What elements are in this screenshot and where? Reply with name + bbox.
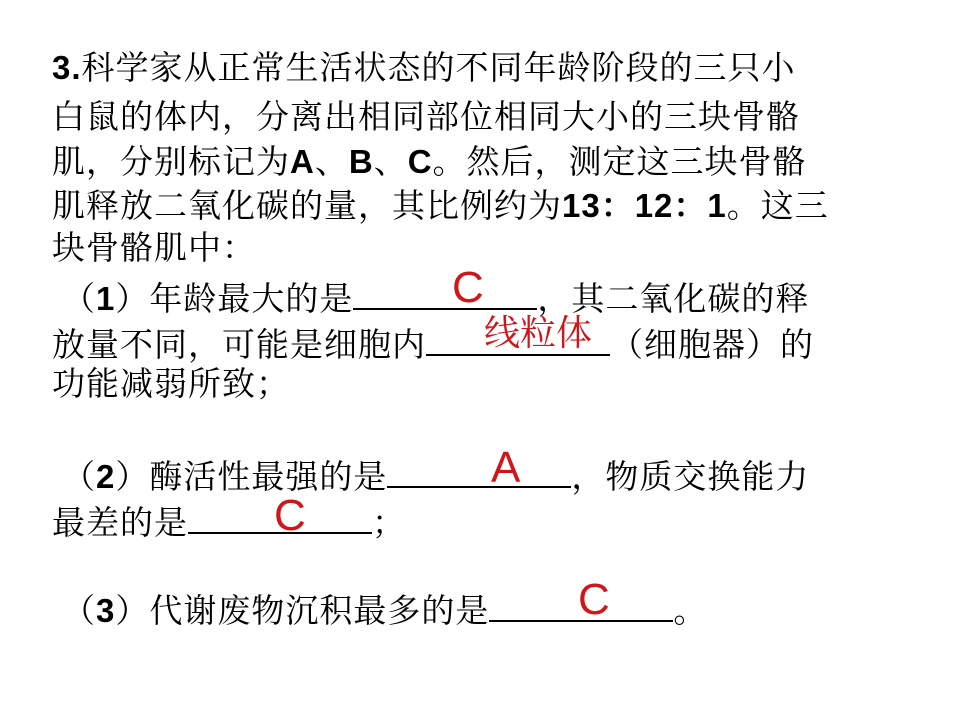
ratio-value: 13：12：1 <box>562 187 727 224</box>
label-b: B <box>348 143 374 180</box>
part-1-line-3 <box>52 364 290 404</box>
answer-part1-organelle: 线粒体 <box>484 313 593 354</box>
stem-text: 。然后，测定这三块骨骼 <box>432 142 807 181</box>
part-text: 最差的是 <box>52 503 188 542</box>
stem-text: 。这三 <box>726 186 829 225</box>
paren-open: （ <box>62 591 96 630</box>
label-a: A <box>290 143 315 180</box>
stem-text: 肌释放二氧化碳的量，其比例约为 <box>52 186 562 225</box>
part-number: 1 <box>96 280 116 317</box>
paren-close: ） <box>115 457 150 496</box>
stem-text: 科学家从正常生活状态的不同年龄阶段的三只小 <box>81 48 796 87</box>
label-c: C <box>407 143 433 180</box>
part-2-line-1 <box>62 452 809 497</box>
part-3-line-1 <box>62 586 707 631</box>
answer-part2-exchange: C <box>274 491 306 540</box>
part-text: ； <box>372 503 406 542</box>
part-text: 。 <box>673 591 708 630</box>
part-text: 年龄最大的是 <box>149 279 354 318</box>
question-stem-line-1 <box>52 48 796 88</box>
part-text: ，物质交换能力 <box>571 457 810 496</box>
answer-blank <box>353 274 537 310</box>
answer-blank <box>387 452 571 488</box>
question-stem-line-3 <box>52 142 807 182</box>
answer-part1-oldest: C <box>452 263 484 312</box>
question-stem-line-4 <box>52 186 829 226</box>
stem-text: 白鼠的体内，分离出相同部位相同大小的三块骨骼 <box>52 97 800 136</box>
part-number: 3 <box>96 592 116 629</box>
part-text: （细胞器）的 <box>610 325 814 364</box>
part-2-line-2 <box>52 498 406 543</box>
paren-close: ） <box>115 279 150 318</box>
part-text: 代谢废物沉积最多的是 <box>149 591 490 630</box>
separator: 、 <box>314 142 349 181</box>
part-text: 功能减弱所致； <box>52 364 290 403</box>
part-text: 酶活性最强的是 <box>149 457 388 496</box>
question-number: 3. <box>52 49 82 86</box>
paren-close: ） <box>115 591 150 630</box>
part-number: 2 <box>96 458 116 495</box>
part-text: 放量不同，可能是细胞内 <box>52 325 426 364</box>
separator: 、 <box>373 142 408 181</box>
stem-text: 块骨骼肌中： <box>52 228 256 267</box>
answer-part2-enzyme: A <box>491 443 521 492</box>
answer-part3-waste: C <box>578 575 610 624</box>
stem-text: 肌，分别标记为 <box>52 142 290 181</box>
question-stem-line-5 <box>52 228 256 268</box>
paren-open: （ <box>62 457 96 496</box>
part-text: ，其二氧化碳的释 <box>537 279 810 318</box>
part-1-line-1 <box>62 274 809 319</box>
question-stem-line-2 <box>52 97 800 137</box>
paren-open: （ <box>62 279 96 318</box>
part-1-line-2 <box>52 320 814 365</box>
